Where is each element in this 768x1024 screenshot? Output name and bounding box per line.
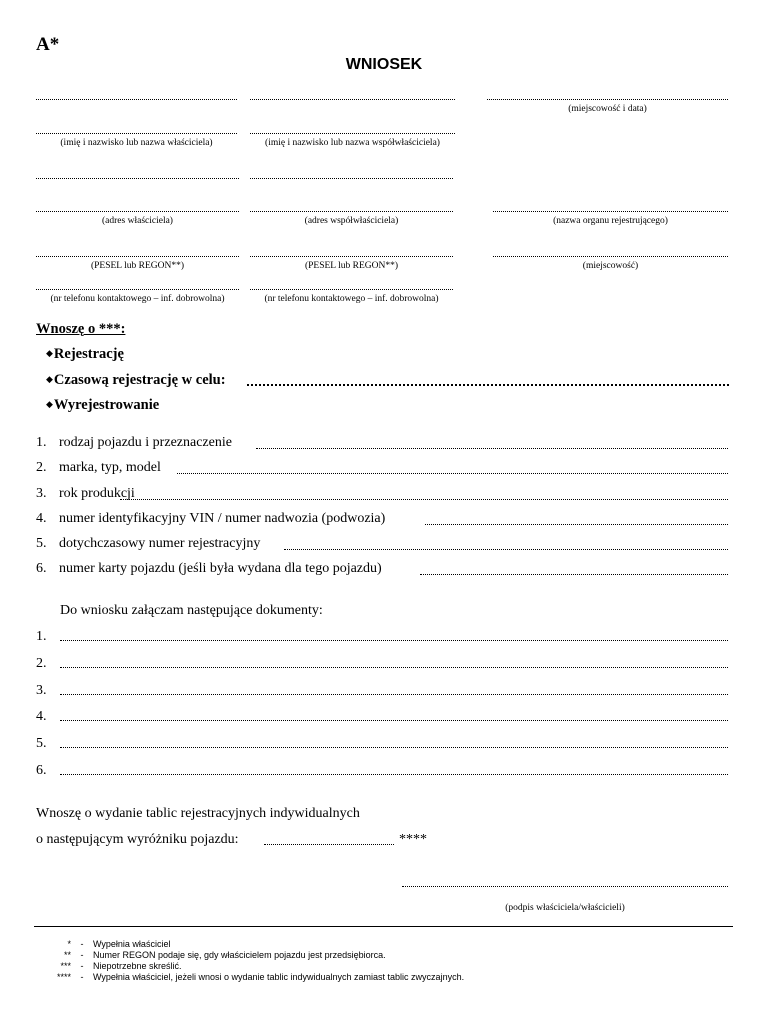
attachment-item: 2. [36, 656, 47, 671]
plates-request-line-2: o następującym wyróżniku pojazdu: [36, 832, 239, 847]
plate-identifier-input[interactable] [264, 844, 394, 845]
attachment-input-5[interactable] [60, 747, 728, 748]
coowner-address-caption: (adres współwłaściciela) [304, 216, 399, 226]
owner-pesel-caption: (PESEL lub REGON**) [90, 261, 185, 271]
vehicle-make-input[interactable] [177, 473, 728, 474]
option-temporary-registration[interactable] [46, 372, 226, 389]
coowner-pesel-line[interactable] [250, 256, 453, 257]
owner-pesel-line[interactable] [36, 256, 239, 257]
option-registration[interactable] [46, 346, 124, 363]
vehicle-field-make: 2. marka, typ, model [36, 460, 161, 475]
vehicle-prev-plate-input[interactable] [284, 549, 728, 550]
attachment-input-1[interactable] [60, 640, 728, 641]
footnote-3: *** - Niepotrzebne skreślić. [60, 961, 182, 971]
place-date-caption: (miejscowość i data) [568, 104, 647, 114]
vehicle-field-type: 1. rodzaj pojazdu i przeznaczenie [36, 435, 232, 450]
owner-extra-line[interactable] [36, 99, 237, 100]
coowner-name-caption: (imię i nazwisko lub nazwa współwłaściciela) [265, 138, 440, 148]
diamond-bullet-icon: ◆ [46, 399, 53, 409]
attachment-input-6[interactable] [60, 774, 728, 775]
plates-footnote-mark: **** [399, 832, 427, 847]
coowner-extra-line[interactable] [250, 99, 455, 100]
vehicle-type-input[interactable] [256, 448, 728, 449]
attachment-item: 6. [36, 763, 47, 778]
signature-caption: (podpis właściciela/właścicieli) [505, 903, 625, 913]
owner-phone-caption: (nr telefonu kontaktowego – inf. dobrowolna) [50, 294, 225, 304]
coowner-address-line-1[interactable] [250, 178, 453, 179]
coowner-address-line-2[interactable] [250, 211, 453, 212]
plates-request-line-1: Wnoszę o wydanie tablic rejestracyjnych indywidualnych [36, 806, 360, 821]
coowner-name-line[interactable] [250, 133, 455, 134]
vehicle-vin-input[interactable] [425, 524, 728, 525]
attachment-item: 3. [36, 683, 47, 698]
option-label: Wyrejestrowanie [53, 397, 160, 413]
attachments-intro: Do wniosku załączam następujące dokumenty: [60, 603, 323, 618]
vehicle-field-vin: 4. numer identyfikacyjny VIN / numer nadwozia (podwozia) [36, 511, 386, 526]
attachment-item: 1. [36, 629, 47, 644]
vehicle-card-input[interactable] [420, 574, 728, 575]
option-label: Rejestrację [53, 346, 124, 362]
diamond-bullet-icon: ◆ [46, 348, 53, 358]
coowner-phone-line[interactable] [250, 289, 453, 290]
owner-address-line-1[interactable] [36, 178, 239, 179]
option-label: Czasową rejestrację w celu: [53, 372, 226, 388]
vehicle-field-card: 6. numer karty pojazdu (jeśli była wydana dla tego pojazdu) [36, 561, 382, 576]
footnote-4: **** - Wypełnia właściciel, jeżeli wnosi o wydanie tablic indywidualnych zamiast tablic zwyczajnych. [56, 972, 465, 982]
footnote-1: * - Wypełnia właściciel [67, 939, 171, 949]
place-line[interactable] [493, 256, 728, 257]
form-title: WNIOSEK [345, 56, 423, 73]
owner-name-line[interactable] [36, 133, 237, 134]
signature-line[interactable] [402, 886, 728, 887]
owner-address-line-2[interactable] [36, 211, 239, 212]
vehicle-field-year: 3. rok produkcji [36, 486, 135, 501]
option-deregistration[interactable] [46, 397, 159, 414]
diamond-bullet-icon: ◆ [46, 374, 53, 384]
authority-caption: (nazwa organu rejestrującego) [553, 216, 668, 226]
vehicle-year-input[interactable] [120, 499, 728, 500]
owner-name-caption: (imię i nazwisko lub nazwa właściciela) [60, 138, 213, 148]
place-caption: (miejscowość) [582, 261, 639, 271]
form-corner-mark: A* [36, 34, 60, 55]
request-heading: Wnoszę o ***: [36, 321, 126, 337]
footnote-divider [34, 926, 733, 927]
temporary-purpose-line[interactable] [247, 384, 729, 386]
coowner-phone-caption: (nr telefonu kontaktowego – inf. dobrowolna) [264, 294, 439, 304]
attachment-input-4[interactable] [60, 720, 728, 721]
vehicle-field-prev-plate: 5. dotychczasowy numer rejestracyjny [36, 536, 261, 551]
attachment-item: 4. [36, 709, 47, 724]
attachment-input-2[interactable] [60, 667, 728, 668]
attachment-input-3[interactable] [60, 694, 728, 695]
attachment-item: 5. [36, 736, 47, 751]
owner-address-caption: (adres właściciela) [102, 216, 173, 226]
coowner-pesel-caption: (PESEL lub REGON**) [304, 261, 399, 271]
authority-line[interactable] [493, 211, 728, 212]
footnote-2: ** - Numer REGON podaje się, gdy właścicielem pojazdu jest przedsiębiorca. [63, 950, 386, 960]
owner-phone-line[interactable] [36, 289, 239, 290]
place-date-line[interactable] [487, 99, 728, 100]
